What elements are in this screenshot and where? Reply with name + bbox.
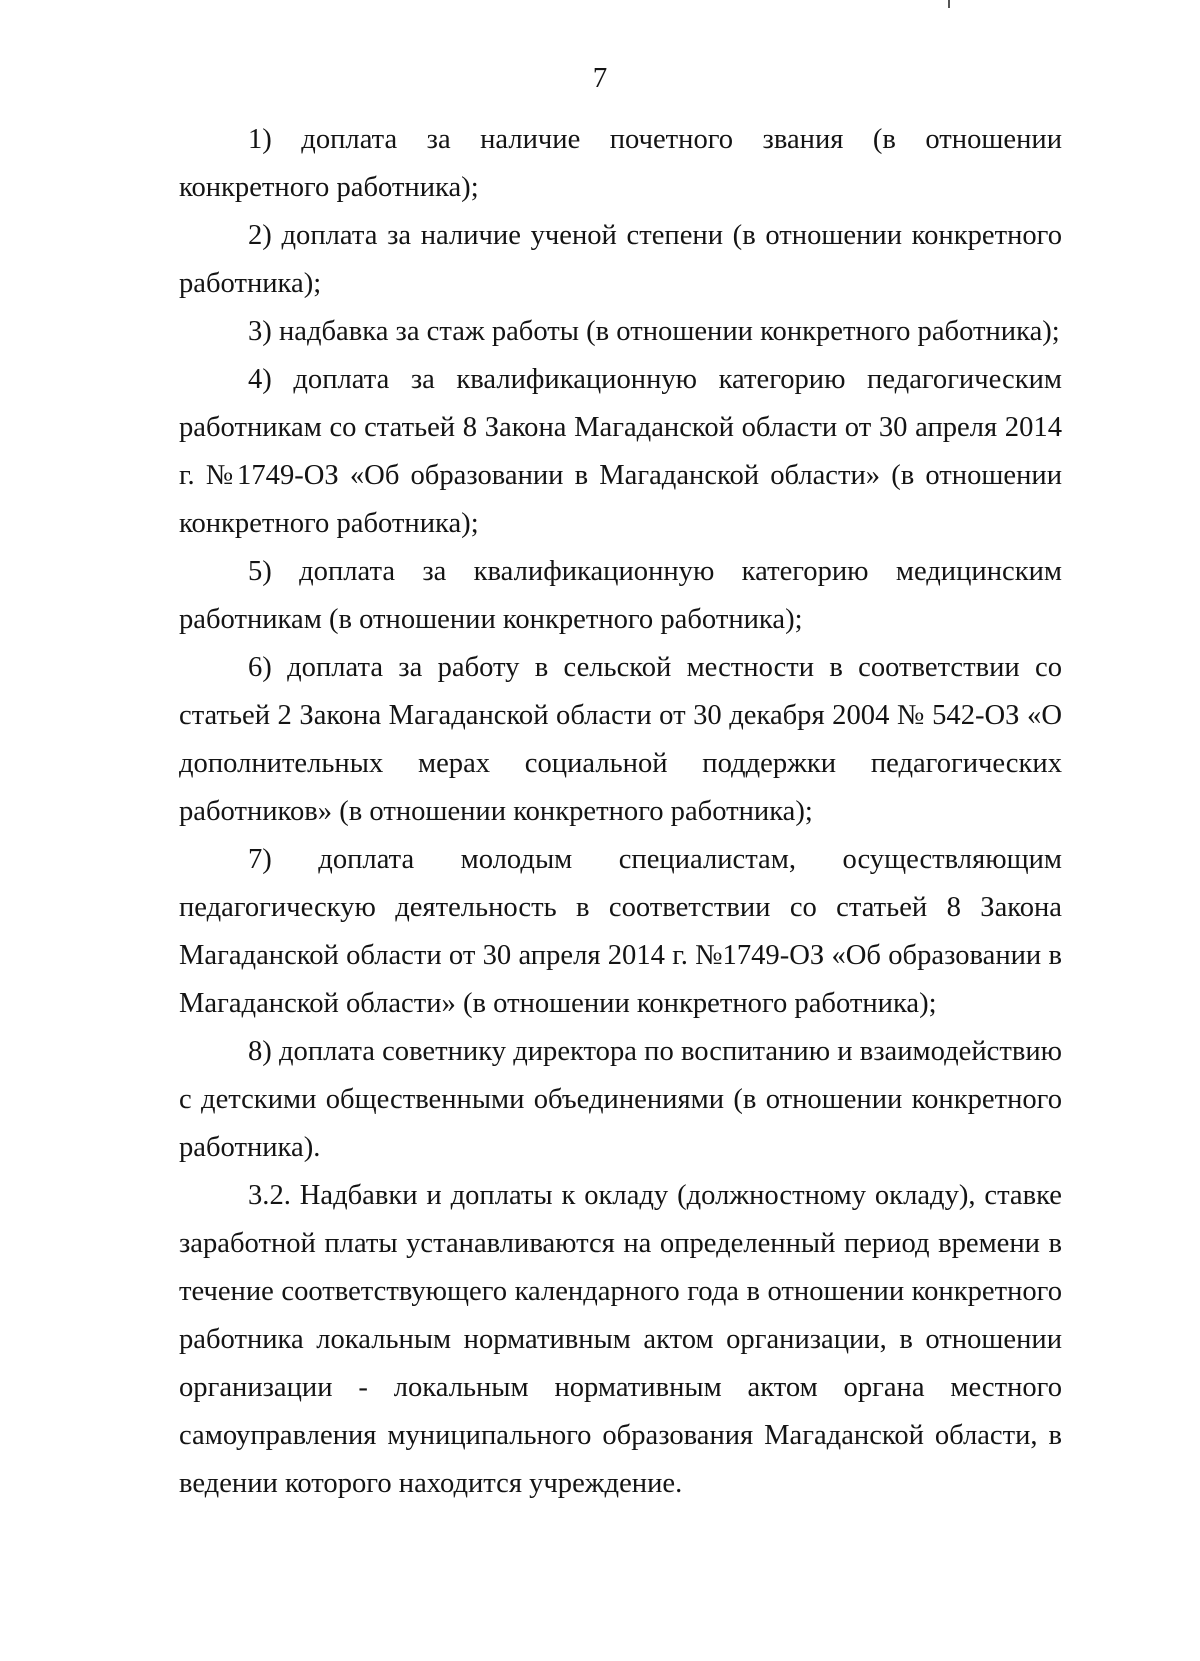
list-item-young-specialists: 7) доплата молодым специалистам, осуществляющим педагогическую деятельность в соответствии со статьей 8 Закона Магаданской области от 30 апреля 2014 г. №1749-ОЗ «Об образовании в Магаданской области» (в отношении конкретного работника);	[179, 844, 1062, 1019]
list-item-rural-work: 6) доплата за работу в сельской местности в соответствии со статьей 2 Закона Магаданской области от 30 декабря 2004 № 542-ОЗ «О дополнительных мерах социальной поддержки педагогических работников» (в отношении конкретного работника);	[179, 652, 1062, 827]
page-number: 7	[592, 62, 608, 94]
list-item-director-advisor: 8) доплата советнику директора по воспитанию и взаимодействию с детскими общественными объединениями (в отношении конкретного работника).	[179, 1036, 1062, 1163]
list-item-medical-category: 5) доплата за квалификационную категорию медицинским работникам (в отношении конкретного работника);	[179, 556, 1062, 635]
document-body	[179, 116, 1062, 1508]
list-item-pedagogical-category: 4) доплата за квалификационную категорию педагогическим работникам со статьей 8 Закона Магаданской области от 30 апреля 2014 г. №1749-ОЗ «Об образовании в Магаданской области» (в отношении конкретного работника);	[179, 364, 1062, 539]
list-item-honorary-title: 1) доплата за наличие почетного звания (в отношении конкретного работника);	[179, 124, 1062, 203]
section-3-2-paragraph: 3.2. Надбавки и доплаты к окладу (должностному окладу), ставке заработной платы устанавливаются на определенный период времени в течение соответствующего календарного года в отношении конкретного работника локальным нормативным актом организации, в отношении организации - локальным нормативным актом органа местного самоуправления муниципального образования Магаданской области, в ведении которого находится учреждение.	[179, 1180, 1062, 1499]
list-item-work-experience: 3) надбавка за стаж работы (в отношении конкретного работника);	[248, 316, 1060, 347]
list-item-academic-degree: 2) доплата за наличие ученой степени (в отношении конкретного работника);	[179, 220, 1062, 299]
scan-artifact-mark	[948, 0, 950, 8]
